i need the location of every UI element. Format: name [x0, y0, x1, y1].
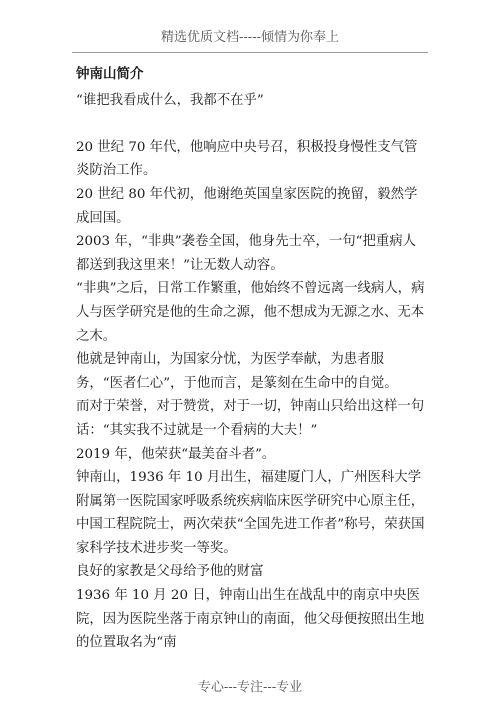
paragraph-1970s: 20 世纪 70 年代，他响应中央号召，积极投身慢性支气管炎防治工作。 [76, 139, 418, 179]
paragraph-biography: 钟南山，1936 年 10 月出生，福建厦门人，广州医科大学附属第一医院国家呼吸系统疾病临床医学研究中心原主任，中国工程院院士，两次荣获“全国先进工作者”称号，荣获国家科学技术进步奖一等奖。 [76, 470, 425, 556]
document-title: 钟南山简介 [76, 66, 144, 82]
paragraph-1980s: 20 世纪 80 年代初，他谢绝英国皇家医院的挽留，毅然学成回国。 [76, 186, 418, 226]
paragraph-2019-award: 2019 年，他荣获“最美奋斗者”。 [76, 446, 276, 462]
opening-quote: “谁把我看成什么，我都不在乎” [76, 92, 264, 108]
section-heading-family: 良好的家教是父母给予他的财富 [76, 564, 264, 580]
blank-line [76, 112, 426, 136]
page-header: 精选优质文档-----倾情为你奉上 [161, 30, 339, 45]
paragraph-dedication: 他就是钟南山，为国家分忧，为医学奉献，为患者服务，“医者仁心”，于他而言，是篆刻在生命中的自觉。 [76, 352, 398, 391]
document-body [76, 63, 426, 655]
paragraph-after-sars: “非典”之后，日常工作繁重，他始终不曾远离一线病人，病人与医学研究是他的生命之源，他不想成为无源之水、无本之木。 [76, 281, 425, 344]
paragraph-birth: 1936 年 10 月 20 日，钟南山出生在战乱中的南京中央医院，因为医院坐落于南京钟山的南面，他父母便按照出生地的位置取名为“南 [76, 588, 425, 651]
page-footer: 专心---专注---专业 [197, 680, 303, 695]
paragraph-2003: 2003 年，“非典”袭卷全国，他身先士卒，一句“把重病人都送到我这里来！”让无数人动容。 [76, 234, 417, 273]
paragraph-honor-quote: 而对于荣誉，对于赞赏，对于一切，钟南山只给出这样一句话：“其实我不过就是一个看病的大夫！” [76, 399, 425, 438]
header-divider [72, 52, 428, 53]
